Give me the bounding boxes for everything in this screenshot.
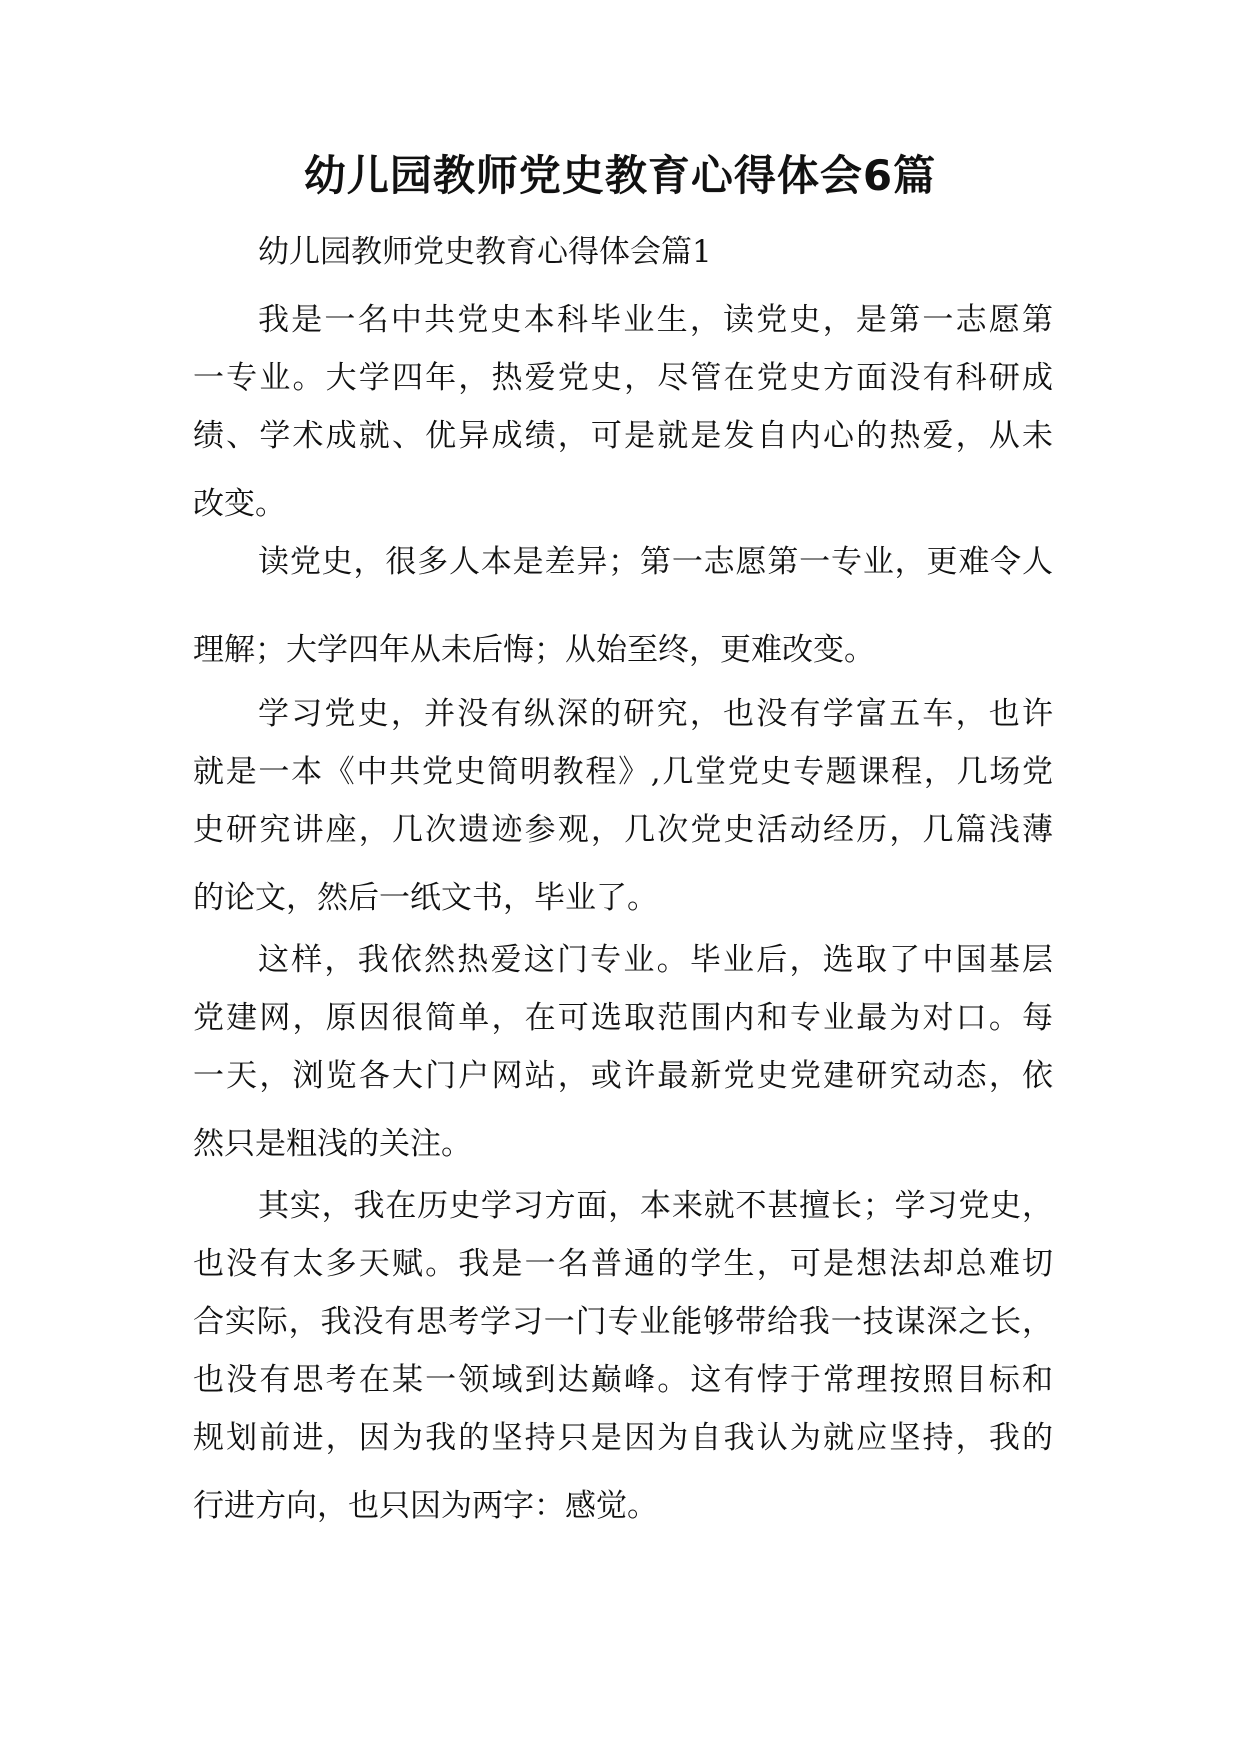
paragraph-line: 改变。: [193, 486, 286, 522]
paragraph-line: 一专业。大学四年，热爱党史，尽管在党史方面没有科研成: [193, 360, 1053, 396]
paragraph-line: 就是一本《中共党史简明教程》,几堂党史专题课程，几场党: [193, 754, 1053, 790]
paragraph-line: 合实际，我没有思考学习一门专业能够带给我一技谋深之长，: [193, 1304, 1053, 1340]
paragraph-line: 的论文，然后一纸文书，毕业了。: [193, 880, 658, 916]
paragraph-line: 行进方向，也只因为两字：感觉。: [193, 1488, 658, 1524]
paragraph-line: 这样，我依然热爱这门专业。毕业后，选取了中国基层: [258, 942, 1053, 978]
paragraph-line: 其实，我在历史学习方面，本来就不甚擅长；学习党史，: [258, 1188, 1053, 1224]
paragraph-line: 党建网，原因很简单，在可选取范围内和专业最为对口。每: [193, 1000, 1053, 1036]
paragraph-line: 然只是粗浅的关注。: [193, 1126, 472, 1162]
paragraph-line: 学习党史，并没有纵深的研究，也没有学富五车，也许: [258, 696, 1053, 732]
paragraph-line: 也没有思考在某一领域到达巅峰。这有悖于常理按照目标和: [193, 1362, 1053, 1398]
paragraph-line: 规划前进，因为我的坚持只是因为自我认为就应坚持，我的: [193, 1420, 1053, 1456]
paragraph-line: 理解；大学四年从未后悔；从始至终，更难改变。: [193, 632, 875, 668]
paragraph-line: 绩、学术成就、优异成绩，可是就是发自内心的热爱，从未: [193, 418, 1053, 454]
paragraph-line: 史研究讲座，几次遗迹参观，几次党史活动经历，几篇浅薄: [193, 812, 1053, 848]
paragraph-line: 读党史，很多人本是差异；第一志愿第一专业，更难令人: [258, 544, 1053, 580]
paragraph-line: 也没有太多天赋。我是一名普通的学生，可是想法却总难切: [193, 1246, 1053, 1282]
document-title: 幼儿园教师党史教育心得体会6篇: [303, 151, 937, 200]
paragraph-line: 我是一名中共党史本科毕业生，读党史，是第一志愿第: [258, 302, 1053, 338]
section-heading: 幼儿园教师党史教育心得体会篇1: [258, 234, 712, 270]
paragraph-line: 一天，浏览各大门户网站，或许最新党史党建研究动态，依: [193, 1058, 1053, 1094]
